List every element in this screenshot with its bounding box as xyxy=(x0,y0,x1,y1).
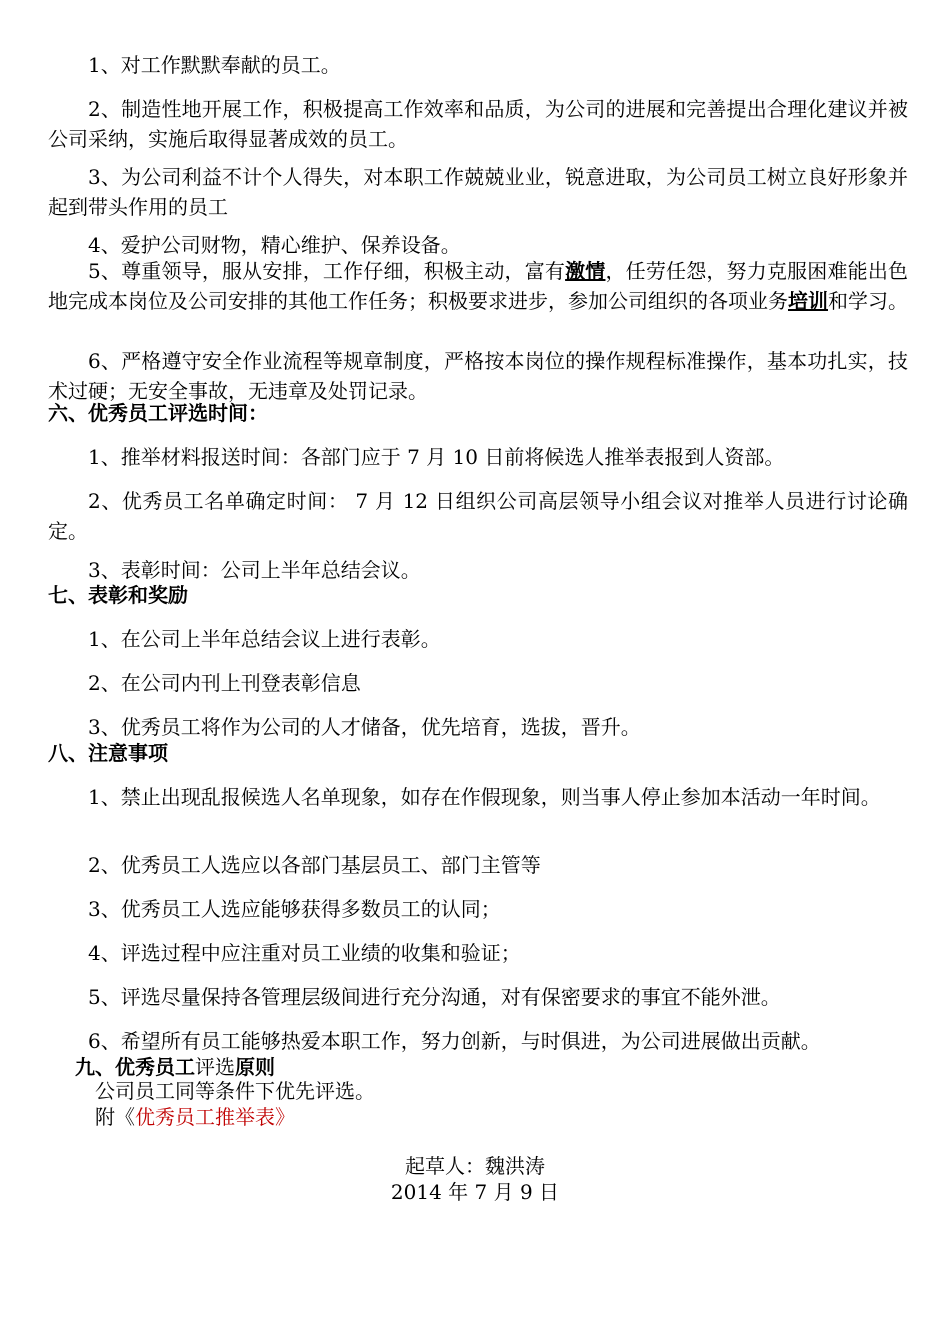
section-7-item-2: 2、在公司内刊上刊登表彰信息 xyxy=(88,671,361,695)
training-link[interactable]: 培训 xyxy=(788,289,828,313)
section-9-heading-b: 评选 xyxy=(195,1055,235,1079)
draft-date: 2014 年 7 月 9 日 xyxy=(390,1180,560,1204)
section-8-item-4: 4、评选过程中应注重对员工业绩的收集和验证； xyxy=(88,941,521,965)
section-9-heading-c: 原则 xyxy=(235,1055,275,1079)
section-7-heading: 七、表彰和奖励 xyxy=(48,583,188,607)
section-7-item-1: 1、在公司上半年总结会议上进行表彰。 xyxy=(88,627,441,651)
drafter: 起草人：魏洪涛 xyxy=(405,1154,545,1178)
criteria-item-5-text-c: 和学习。 xyxy=(828,289,908,313)
criteria-item-1: 1、对工作默默奉献的员工。 xyxy=(88,53,341,77)
section-9-item-1: 公司员工同等条件下优先评选。 xyxy=(95,1079,375,1103)
section-9-heading-a: 九、优秀员工 xyxy=(75,1055,195,1079)
criteria-item-6: 6、严格遵守安全作业流程等规章制度，严格按本岗位的操作规程标准操作，基本功扎实，技术过硬；无安全事故，无违章及处罚记录。 xyxy=(48,349,908,403)
passion-link[interactable]: 激情 xyxy=(565,259,606,283)
section-7-item-3: 3、优秀员工将作为公司的人才储备，优先培育，选拔，晋升。 xyxy=(88,715,641,739)
criteria-item-2: 2、制造性地开展工作，积极提高工作效率和品质，为公司的进展和完善提出合理化建议并被公司采纳，实施后取得显著成效的员工。 xyxy=(48,97,908,151)
section-8-heading: 八、注意事项 xyxy=(48,741,168,765)
criteria-item-3: 3、为公司利益不计个人得失，对本职工作兢兢业业，锐意进取，为公司员工树立良好形象并起到带头作用的员工 xyxy=(48,165,908,219)
section-8-item-5: 5、评选尽量保持各管理层级间进行充分沟通，对有保密要求的事宜不能外泄。 xyxy=(88,985,781,1009)
criteria-item-5 xyxy=(48,256,908,316)
section-6-item-2: 2、优秀员工名单确定时间： 7 月 12 日组织公司高层领导小组会议对推举人员进行讨论确定。 xyxy=(48,489,908,543)
attachment-prefix: 附《 xyxy=(95,1105,135,1129)
section-8-item-3: 3、优秀员工人选应能够获得多数员工的认同； xyxy=(88,897,501,921)
attachment-link[interactable]: 优秀员工推举表》 xyxy=(135,1105,295,1129)
section-8-item-6: 6、希望所有员工能够热爱本职工作，努力创新，与时俱进，为公司进展做出贡献。 xyxy=(88,1029,821,1053)
section-8-item-1: 1、禁止出现乱报候选人名单现象，如存在作假现象，则当事人停止参加本活动一年时间。 xyxy=(88,785,881,809)
criteria-item-4: 4、爱护公司财物，精心维护、保养设备。 xyxy=(88,233,461,257)
criteria-item-5-text-a: 5、尊重领导，服从安排，工作仔细，积极主动，富有 xyxy=(88,259,566,283)
criteria-item-5-text-b: ，任劳任怨，努力克服困难能出色地完成本岗位及公司安排的其他工作任务；积极要求进步，参加公司组织的各项业务 xyxy=(48,259,909,313)
section-8-item-2: 2、优秀员工人选应以各部门基层员工、部门主管等 xyxy=(88,853,541,877)
section-6-item-1: 1、推举材料报送时间：各部门应于 7 月 10 日前将候选人推举表报到人资部。 xyxy=(88,445,785,469)
section-6-item-3: 3、表彰时间：公司上半年总结会议。 xyxy=(88,558,421,582)
section-6-heading: 六、优秀员工评选时间： xyxy=(48,401,268,425)
attachment-line xyxy=(95,1102,895,1132)
